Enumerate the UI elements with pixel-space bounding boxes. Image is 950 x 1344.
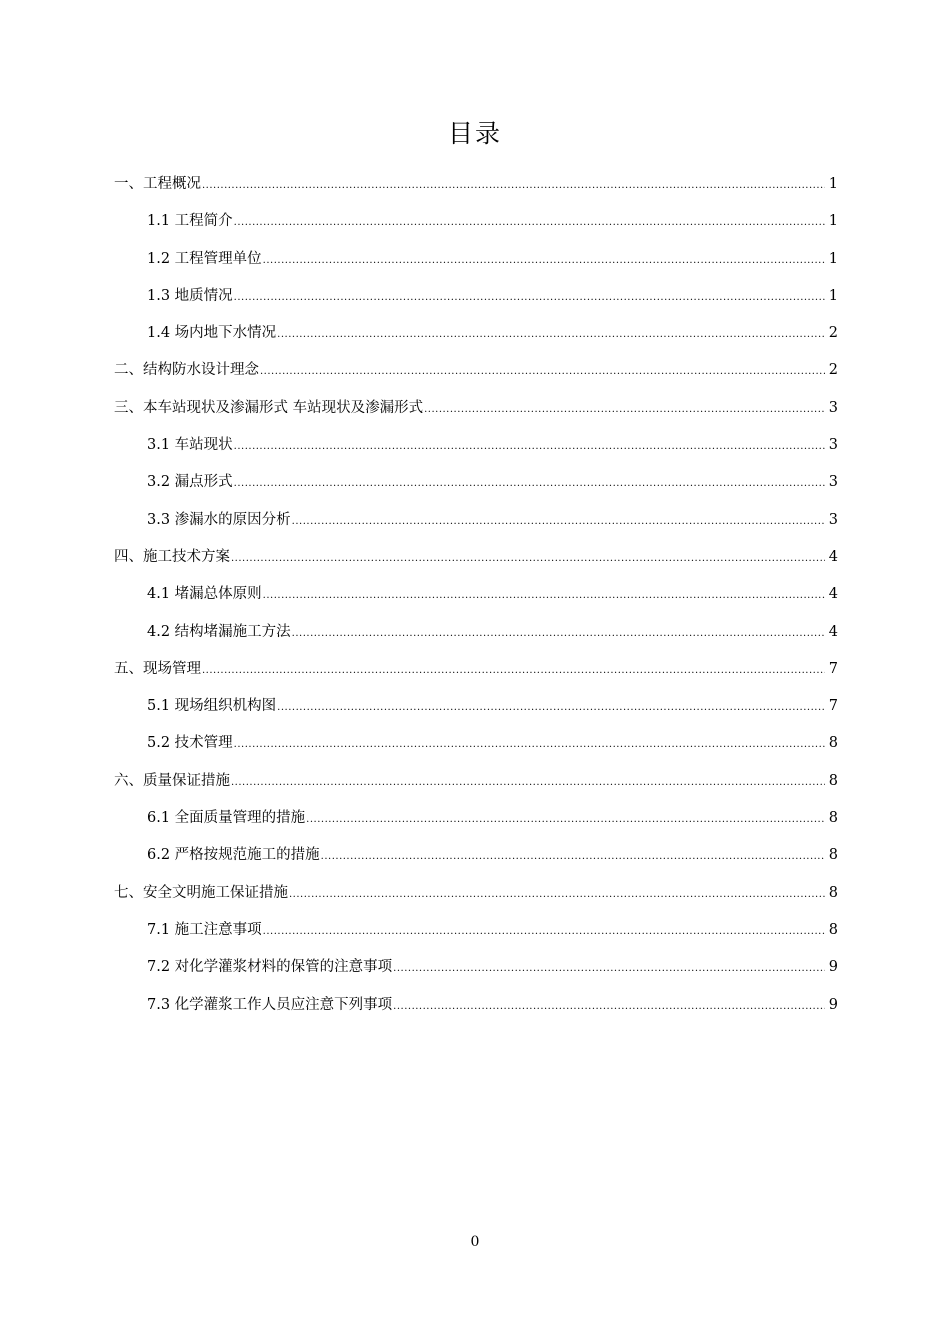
toc-entry-label: 三、本车站现状及渗漏形式 车站现状及渗漏形式 [114,399,424,416]
footer-page-number: 0 [470,1234,480,1250]
toc-dot-leader [234,465,825,502]
toc-dot-leader [231,540,825,577]
toc-section-entry[interactable] [114,241,838,278]
toc-entry-page-number: 9 [828,996,838,1013]
table-of-contents [114,166,838,1024]
toc-dot-leader [263,577,825,614]
toc-entry-label: 7.2 对化学灌浆材料的保管的注意事项 [147,959,393,976]
toc-entry-page-number: 8 [828,735,838,752]
toc-section-entry[interactable] [114,576,838,613]
toc-chapter-entry[interactable] [114,539,838,576]
toc-section-entry[interactable] [114,502,838,539]
toc-dot-leader [234,279,825,316]
toc-entry-page-number: 8 [828,921,838,938]
toc-dot-leader [260,353,825,390]
toc-chapter-entry[interactable] [114,763,838,800]
toc-chapter-entry[interactable] [114,651,838,688]
toc-section-entry[interactable] [114,725,838,762]
toc-entry-page-number: 8 [828,810,838,827]
toc-dot-leader [393,950,825,987]
page-title: 目录 [447,119,502,148]
toc-entry-page-number: 1 [828,213,838,230]
toc-section-entry[interactable] [114,688,838,725]
toc-section-entry[interactable] [114,464,838,501]
toc-section-entry[interactable] [114,987,838,1024]
toc-dot-leader [393,988,825,1025]
toc-section-entry[interactable] [114,427,838,464]
toc-entry-label: 7.3 化学灌浆工作人员应注意下列事项 [147,996,393,1013]
toc-entry-page-number: 9 [828,959,838,976]
toc-section-entry[interactable] [114,837,838,874]
toc-dot-leader [306,801,825,838]
toc-entry-label: 3.1 车站现状 [147,437,233,454]
toc-entry-label: 5.1 现场组织机构图 [147,698,277,715]
toc-dot-leader [289,876,825,913]
toc-dot-leader [292,615,825,652]
toc-entry-page-number: 8 [828,772,838,789]
toc-entry-page-number: 4 [828,623,838,640]
toc-dot-leader [234,428,825,465]
toc-dot-leader [277,316,825,353]
toc-entry-label: 一、工程概况 [114,176,201,192]
toc-entry-page-number: 4 [828,548,838,565]
toc-chapter-entry[interactable] [114,352,838,389]
toc-dot-leader [263,242,825,279]
toc-chapter-entry[interactable] [114,166,838,203]
toc-entry-label: 六、质量保证措施 [114,772,230,789]
toc-entry-page-number: 8 [828,847,838,864]
toc-dot-leader [234,204,825,241]
toc-entry-page-number: 1 [828,250,838,267]
toc-entry-page-number: 7 [828,698,838,715]
toc-section-entry[interactable] [114,203,838,240]
toc-entry-label: 7.1 施工注意事项 [147,921,262,938]
toc-entry-label: 4.2 结构堵漏施工方法 [147,623,291,640]
toc-section-entry[interactable] [114,614,838,651]
toc-entry-label: 3.3 渗漏水的原因分析 [147,511,291,528]
toc-dot-leader [321,838,825,875]
toc-entry-label: 1.2 工程管理单位 [147,250,262,267]
toc-dot-leader [202,652,825,689]
toc-chapter-entry[interactable] [114,875,838,912]
toc-entry-label: 4.1 堵漏总体原则 [147,586,262,603]
toc-dot-leader [263,913,825,950]
toc-dot-leader [424,391,825,428]
toc-entry-page-number: 3 [828,511,838,528]
toc-entry-label: 1.1 工程简介 [147,213,233,230]
toc-entry-page-number: 3 [828,399,838,416]
toc-section-entry[interactable] [114,800,838,837]
toc-entry-page-number: 3 [828,437,838,454]
toc-entry-label: 四、施工技术方案 [114,548,230,565]
toc-entry-label: 二、结构防水设计理念 [114,362,259,379]
toc-entry-label: 3.2 漏点形式 [147,474,233,491]
toc-dot-leader [292,503,825,540]
toc-entry-page-number: 2 [828,325,838,342]
toc-dot-leader [231,764,825,801]
toc-entry-page-number: 3 [828,474,838,491]
toc-dot-leader [202,167,825,204]
toc-entry-page-number: 1 [828,287,838,304]
toc-section-entry[interactable] [114,949,838,986]
toc-entry-label: 七、安全文明施工保证措施 [114,884,288,901]
toc-entry-label: 6.1 全面质量管理的措施 [147,810,306,827]
toc-entry-label: 1.4 场内地下水情况 [147,325,277,342]
toc-entry-label: 6.2 严格按规范施工的措施 [147,847,320,864]
toc-entry-page-number: 1 [828,176,838,192]
toc-entry-label: 五、现场管理 [114,660,201,677]
toc-dot-leader [234,726,825,763]
toc-entry-label: 5.2 技术管理 [147,735,233,752]
toc-chapter-entry[interactable] [114,390,838,427]
toc-section-entry[interactable] [114,912,838,949]
toc-section-entry[interactable] [114,278,838,315]
toc-entry-page-number: 8 [828,884,838,901]
toc-entry-label: 1.3 地质情况 [147,287,233,304]
toc-entry-page-number: 7 [828,660,838,677]
toc-entry-page-number: 2 [828,362,838,379]
toc-dot-leader [277,689,825,726]
toc-entry-page-number: 4 [828,586,838,603]
toc-section-entry[interactable] [114,315,838,352]
